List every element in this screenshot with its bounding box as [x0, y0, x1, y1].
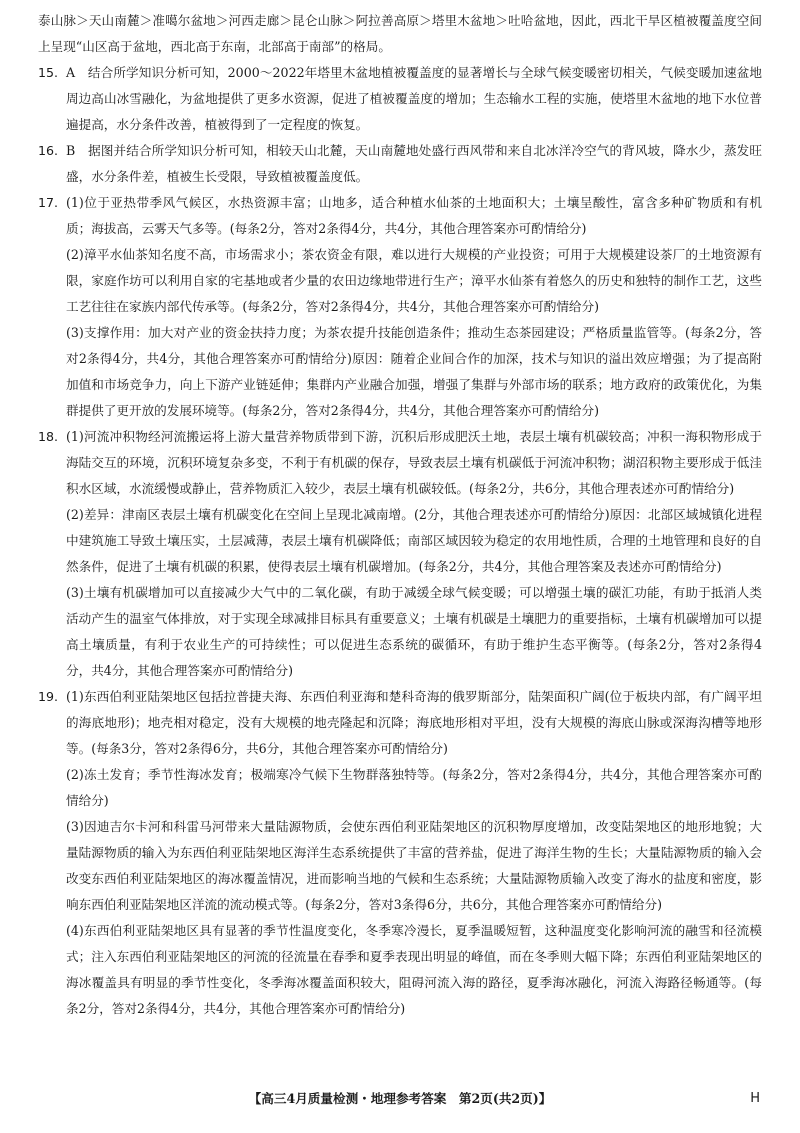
answer-paragraph: (1)东西伯利亚陆架地区包括拉普捷夫海、东西伯利亚海和楚科奇海的俄罗斯部分，陆架面积广阔(位于板块内部，有广阔平坦的海底地形)；地壳相对稳定，没有大规模的地壳隆起和沉降；海底地形相对平坦，没有大规模的海底山脉或深海沟槽等地形等。(每条3分，答对2条得6分，共6分，其他合理答案亦可酌情给分) — [66, 689, 762, 756]
answer-paragraph: (3)土壤有机碳增加可以直接减少大气中的二氧化碳，有助于减缓全球气候变暖；可以增强土壤的碳汇功能，有助于抵消人类活动产生的温室气体排放，对于实现全球减排目标具有重要意义；土壤有机碳是土壤肥力的重要指标，土壤有机碳增加可以提高土壤质量，有利于农业生产的可持续性；可以促进生态系统的碳循环，有助于维护生态平衡等。(每条2分，答对2条得4分，共4分，其他合理答案亦可酌情给分) — [66, 585, 762, 678]
question-number: 19. — [38, 689, 59, 704]
answer-item-16 — [38, 138, 762, 190]
answer-paragraph: (4)东西伯利亚陆架地区具有显著的季节性温度变化，冬季寒冷漫长，夏季温暖短暂，这种温度变化影响河流的融雪和径流模式；注入东西伯利亚陆架地区的河流的径流量在春季和夏季表现出明显的峰值，而在冬季则大幅下降；东西伯利亚陆架地区的海冰覆盖具有明显的季节性变化，冬季海冰覆盖面积较大，阻碍河流入海的路径，夏季海冰融化，河流入海路径畅通等。(每条2分，答对2条得4分，共4分，其他合理答案亦可酌情给分) — [66, 923, 762, 1016]
question-number: 17. — [38, 195, 59, 210]
continuation-paragraph: 泰山脉＞天山南麓＞准噶尔盆地＞河西走廊＞昆仑山脉＞阿拉善高原＞塔里木盆地＞吐哈盆地，因此，西北干旱区植被覆盖度空间上呈现“山区高于盆地，西北高于东南，北部高于南部”的格局。 — [38, 13, 762, 54]
answer-paragraph: (1)河流冲积物经河流搬运将上游大量营养物质带到下游，沉积后形成肥沃土地，表层土壤有机碳较高；冲积一海积物形成于海陆交互的环境，沉积环境复杂多变，不利于有机碳的保存，导致表层土壤有机碳低于河流冲积物；湖沼积物主要形成于低洼积水区域，水流缓慢或静止，营养物质汇入较少，表层土壤有机碳较低。(每条2分，共6分，其他合理表述亦可酌情给分) — [66, 429, 762, 496]
answer-paragraph: (2)差异：津南区表层土壤有机碳变化在空间上呈现北减南增。(2分，其他合理表述亦可酌情给分)原因：北部区域城镇化进程中建筑施工导致土壤压实，土层减薄，表层土壤有机碳降低；南部区域因较为稳定的农用地性质，合理的土地管理和良好的自然条件，促进了土壤有机碳的积累，使得表层土壤有机碳增加。(每条2分，共4分，其他合理答案及表述亦可酌情给分) — [66, 507, 762, 574]
answer-body — [66, 424, 762, 684]
answer-paragraph: (3)因迪吉尔卡河和科雷马河带来大量陆源物质，会使东西伯利亚陆架地区的沉积物厚度增加，改变陆架地区的地形地貌；大量陆源物质的输入为东西伯利亚陆架地区海洋生态系统提供了丰富的营养盐，促进了海洋生物的生长；大量陆源物质的输入会改变东西伯利亚陆架地区的海冰覆盖情况，进而影响当地的气候和生态系统；大量陆源物质输入改变了海水的盐度和密度，影响东西伯利亚陆架地区洋流的流动模式等。(每条2分，答对3条得6分，共6分，其他合理答案亦可酌情给分) — [66, 819, 762, 912]
answer-paragraph: (2)漳平水仙茶知名度不高，市场需求小；茶农资金有限，难以进行大规模的产业投资；可用于大规模建设茶厂的土地资源有限，家庭作坊可以利用自家的宅基地或者少量的农田边缘地带进行生产；漳平水仙茶有着悠久的历史和独特的制作工艺，这些工艺往往在家族内部代传承等。(每条2分，答对2条得4分，共4分，其他合理答案亦可酌情给分) — [66, 247, 762, 314]
answer-paragraph: (2)冻土发育；季节性海冰发育；极端寒冷气候下生物群落独特等。(每条2分，答对2条得4分，共4分，其他合理答案亦可酌情给分) — [66, 767, 762, 808]
answer-body — [66, 138, 762, 190]
answer-paragraph: B 据图并结合所学知识分析可知，相较天山北麓，天山南麓地处盛行西风带和来自北冰洋冷空气的背风坡，降水少，蒸发旺盛，水分条件差，植被生长受限，导致植被覆盖度低。 — [66, 143, 762, 184]
answer-item-17 — [38, 190, 762, 424]
question-number: 16. — [38, 143, 59, 158]
answer-paragraph: (1)位于亚热带季风气候区，水热资源丰富；山地多，适合种植水仙茶的土地面积大；土壤呈酸性，富含多种矿物质和有机质；海拔高，云雾天气多等。(每条2分，答对2条得4分，共4分，其他合理答案亦可酌情给分) — [66, 195, 762, 236]
answer-paragraph: A 结合所学知识分析可知，2000～2022年塔里木盆地植被覆盖度的显著增长与全球气候变暖密切相关，气候变暖加速盆地周边高山冰雪融化，为盆地提供了更多水资源，促进了植被覆盖度的增加；生态输水工程的实施，使塔里木盆地的地下水位普遍提高，水分条件改善，植被得到了一定程度的恢复。 — [66, 65, 762, 132]
answer-body — [66, 60, 762, 138]
version-letter: H — [750, 1091, 760, 1106]
answer-item-18 — [38, 424, 762, 684]
page-footer: 【高三4月质量检测・地理参考答案 第2页(共2页)】 — [248, 1091, 552, 1106]
answer-body — [66, 684, 762, 1022]
question-number: 18. — [38, 429, 59, 444]
answer-item-15 — [38, 60, 762, 138]
answer-body — [66, 190, 762, 424]
answer-paragraph: (3)支撑作用：加大对产业的资金扶持力度；为茶农提升技能创造条件；推动生态茶园建设；严格质量监管等。(每条2分，答对2条得4分，共4分，其他合理答案亦可酌情给分)原因：随着企业间合作的加深，技术与知识的溢出效应增强；为了提高附加值和市场竞争力，向上下游产业链延伸；集群内产业融合加强，增强了集群与外部市场的联系；地方政府的政策优化，为集群提供了更开放的发展环境等。(每条2分，答对2条得4分，共4分，其他合理答案亦可酌情给分) — [66, 325, 762, 418]
question-number: 15. — [38, 65, 59, 80]
answer-item-19 — [38, 684, 762, 1022]
